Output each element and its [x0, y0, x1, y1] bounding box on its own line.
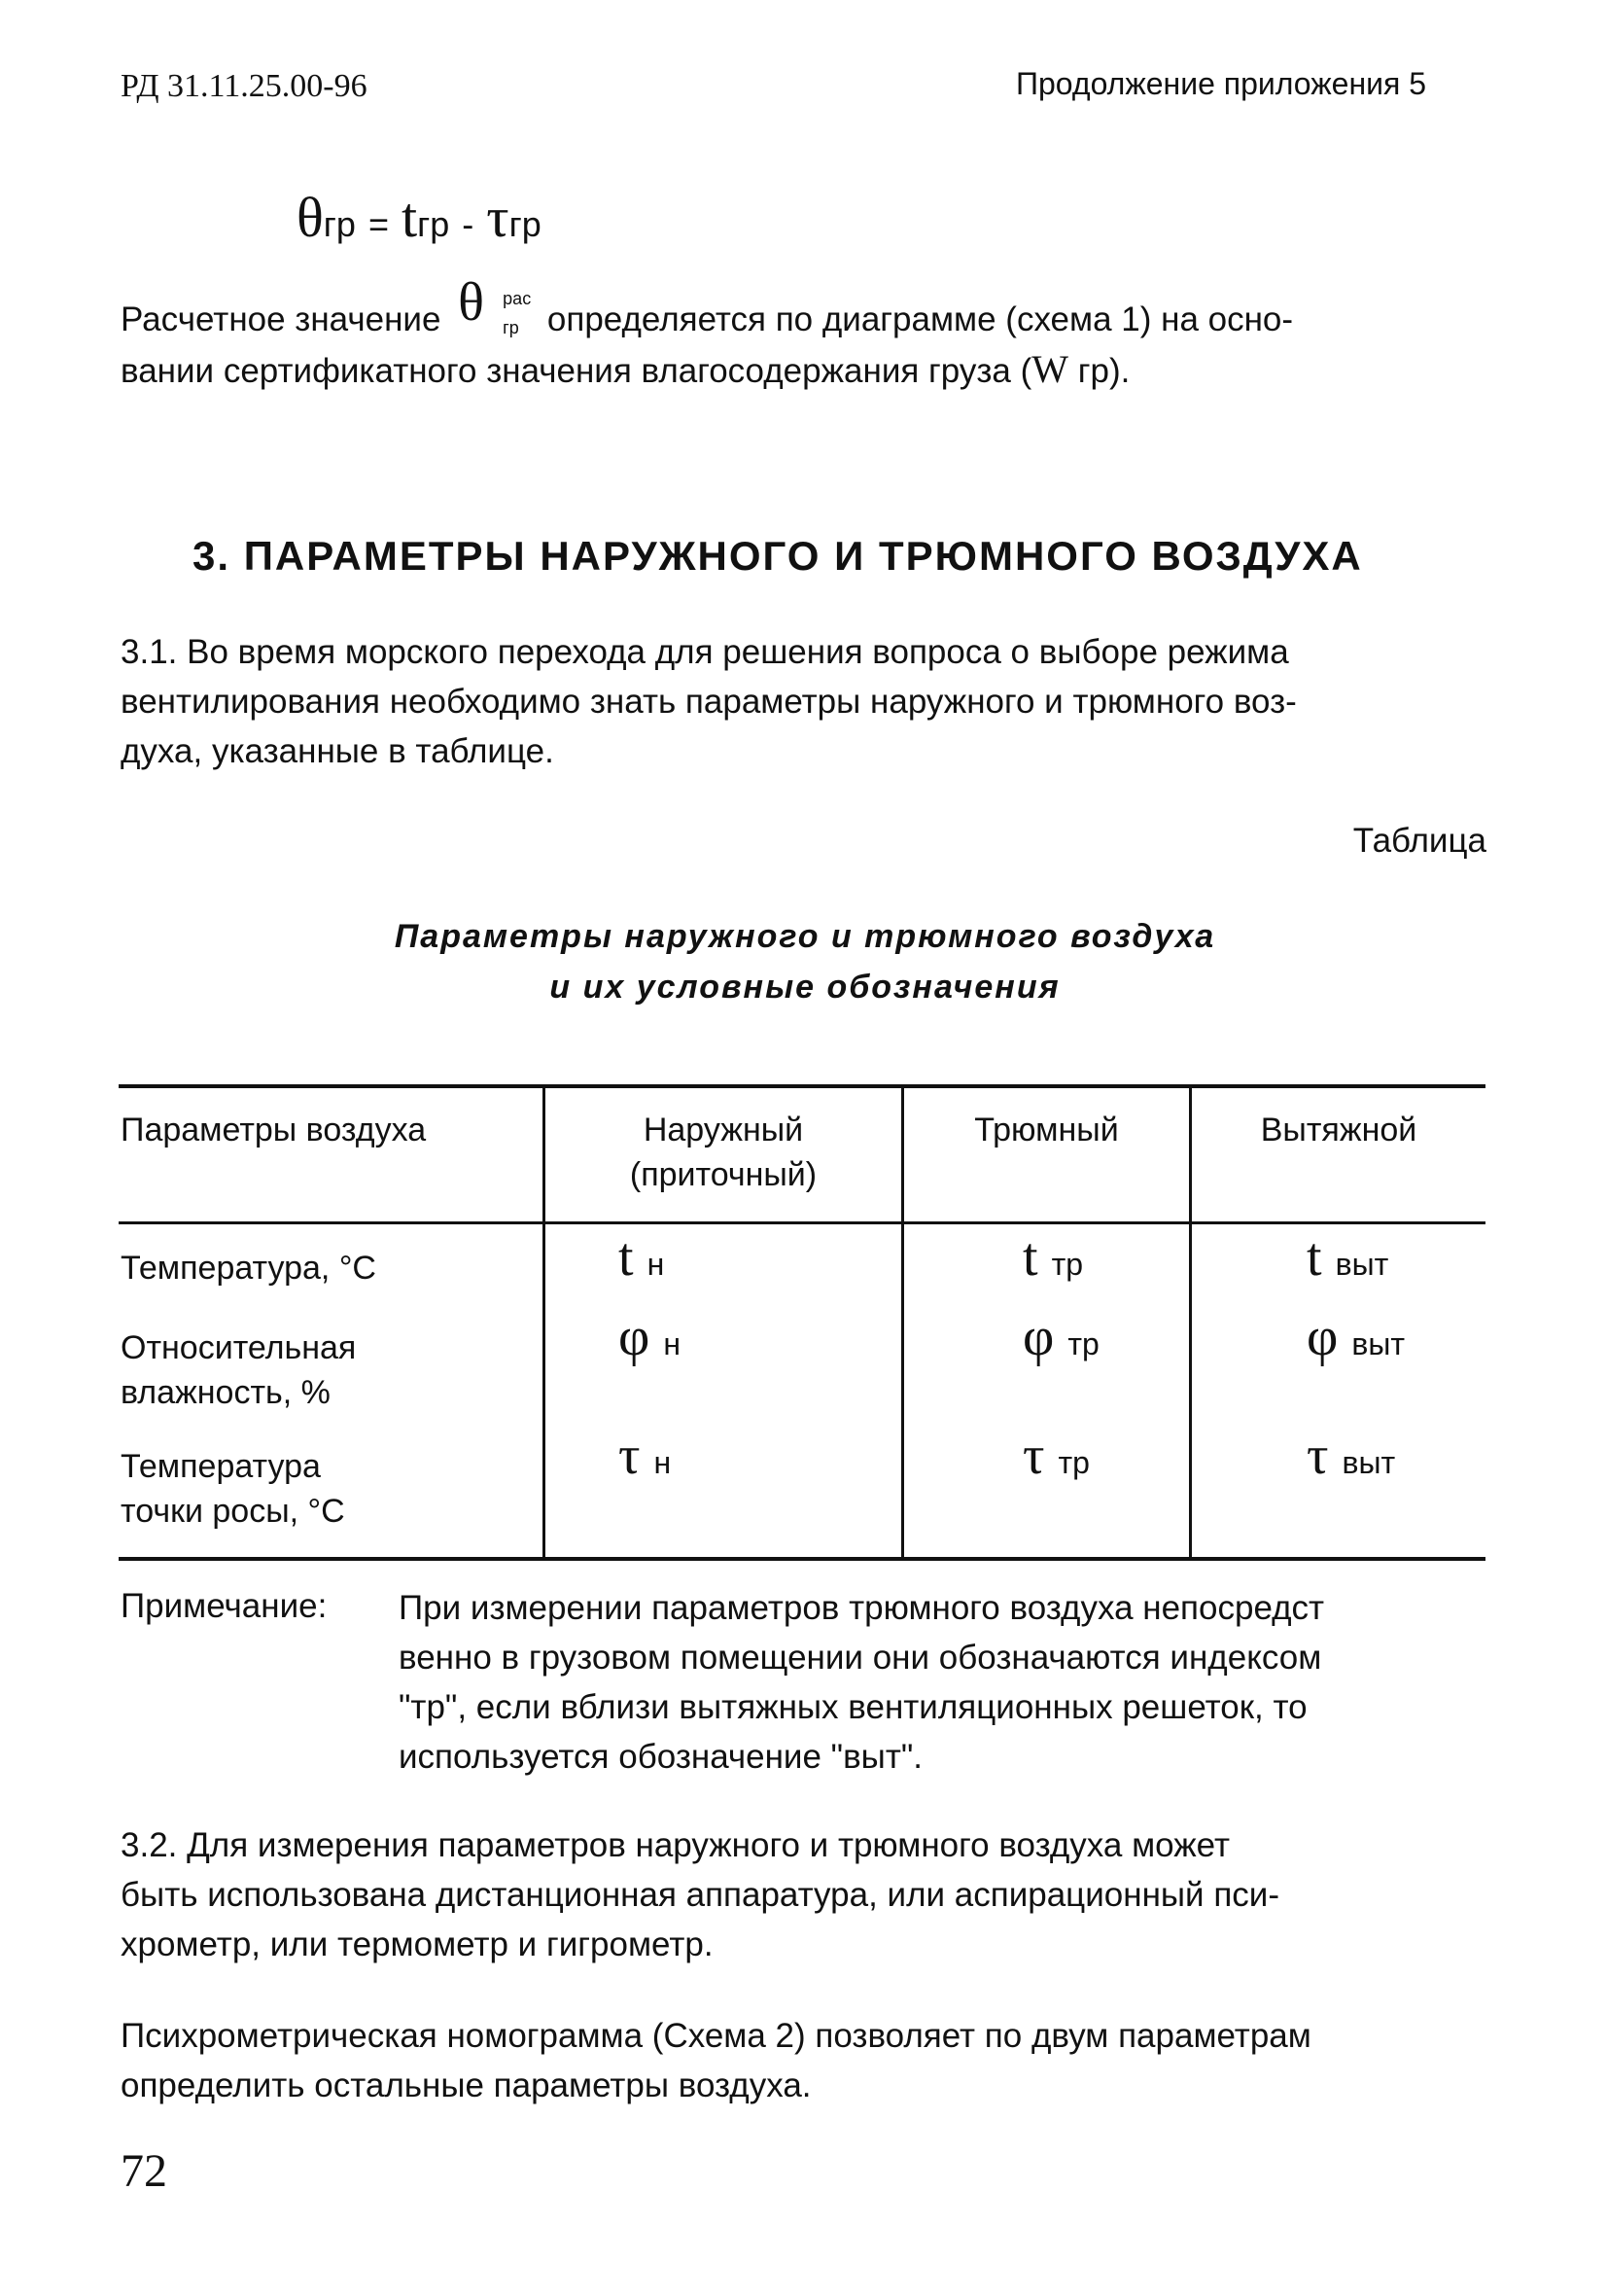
paragraph-line: хрометр, или термометр и гигрометр.	[121, 1925, 714, 1963]
symbol-t-exhaust: t выт	[1307, 1227, 1389, 1288]
theta-calc-symbol: θ рас гр	[450, 292, 538, 331]
continuation-note: Продолжение приложения 5	[1016, 66, 1426, 101]
w-symbol: W	[1031, 347, 1069, 391]
paragraph-3-1	[121, 627, 1489, 776]
symbol-tau-exhaust: τ выт	[1307, 1426, 1396, 1486]
theta-sub: гр	[503, 318, 519, 337]
note-line: "тр", если вблизи вытяжных вентиляционных решеток, то	[399, 1688, 1308, 1726]
row-label-dew-point	[121, 1444, 345, 1534]
formula-theta	[297, 185, 541, 250]
theta-symbol: θ	[297, 186, 324, 249]
tau-symbol: τ	[486, 186, 509, 249]
symbol-phi-outside: φ н	[618, 1307, 681, 1367]
header-outside-line2: (приточный)	[629, 1156, 818, 1193]
t-subscript: гр	[417, 204, 450, 244]
row-label-line: точки росы, °С	[121, 1493, 345, 1530]
row-label-line: Температура	[121, 1448, 321, 1485]
page-number: 72	[121, 2145, 167, 2197]
note-label: Примечание:	[121, 1587, 328, 1625]
tau-subscript: гр	[508, 204, 541, 244]
header-exhaust: Вытяжной	[1260, 1112, 1417, 1148]
table-caption-line1: Параметры наружного и трюмного воздуха	[394, 918, 1216, 955]
paragraph-line: быть использована дистанционная аппаратура, или аспирационный пси-	[121, 1876, 1279, 1914]
calc-text-line2-part2: гр).	[1077, 352, 1131, 390]
note-line: используется обозначение "выт".	[399, 1738, 924, 1776]
header-outside	[545, 1108, 901, 1197]
table-header-rule	[119, 1221, 1485, 1224]
symbol-tau-outside: τ н	[618, 1426, 672, 1486]
header-hold: Трюмный	[974, 1112, 1119, 1148]
paragraph-line: Психрометрическая номограмма (Схема 2) позволяет по двум параметрам	[121, 2017, 1311, 2055]
symbol-phi-exhaust: φ выт	[1307, 1307, 1405, 1367]
theta-subscript: гр	[323, 204, 356, 244]
symbol-tau-hold: τ тр	[1023, 1426, 1090, 1486]
row-label-humidity	[121, 1325, 356, 1415]
calc-text-part1: Расчетное значение	[121, 300, 441, 338]
theta-superscript: рас	[503, 289, 532, 308]
calc-text-part2: определяется по диаграмме (схема 1) на осно-	[546, 300, 1294, 338]
note-line: венно в грузовом помещении они обозначаются индексом	[399, 1639, 1322, 1677]
t-symbol: t	[401, 186, 418, 249]
paragraph-line: 3.1. Во время морского перехода для решения вопроса о выборе режима	[121, 633, 1289, 671]
table-column-divider	[901, 1084, 904, 1561]
note-text	[399, 1583, 1480, 1782]
calc-text-line2-part1: вании сертификатного значения влагосодержания груза (	[121, 352, 1032, 390]
table-top-rule	[119, 1084, 1485, 1088]
table-label: Таблица	[1352, 822, 1486, 860]
equals-sign: =	[367, 204, 389, 244]
row-label-line: Относительная	[121, 1329, 357, 1366]
minus-sign: -	[462, 204, 474, 244]
note-line: При измерении параметров трюмного воздуха непосредст	[399, 1589, 1325, 1627]
paragraph-line: определить остальные параметры воздуха.	[121, 2066, 812, 2104]
symbol-t-hold: t тр	[1023, 1227, 1084, 1288]
document-code: РД 31.11.25.00-96	[121, 68, 367, 104]
paragraph-3-2	[121, 1820, 1489, 1969]
row-label-temperature: Температура, °С	[121, 1250, 376, 1287]
parameters-table	[119, 1084, 1485, 1561]
paragraph-nomogram	[121, 2011, 1489, 2110]
paragraph-line: духа, указанные в таблице.	[121, 732, 554, 770]
paragraph-line: вентилирования необходимо знать параметры наружного и трюмного воз-	[121, 683, 1297, 721]
table-bottom-rule	[119, 1557, 1485, 1561]
paragraph-line: 3.2. Для измерения параметров наружного и трюмного воздуха может	[121, 1826, 1230, 1864]
header-parameters: Параметры воздуха	[121, 1112, 427, 1148]
symbol-phi-hold: φ тр	[1023, 1307, 1100, 1367]
symbol-t-outside: t н	[618, 1227, 665, 1288]
row-label-line: влажность, %	[121, 1374, 331, 1411]
table-column-divider	[1189, 1084, 1192, 1561]
table-caption-line2: и их условные обозначения	[549, 969, 1061, 1006]
calc-value-paragraph	[121, 272, 1489, 396]
header-outside-line1: Наружный	[643, 1112, 804, 1148]
section-heading: 3. ПАРАМЕТРЫ НАРУЖНОГО И ТРЮМНОГО ВОЗДУХА	[192, 533, 1363, 579]
